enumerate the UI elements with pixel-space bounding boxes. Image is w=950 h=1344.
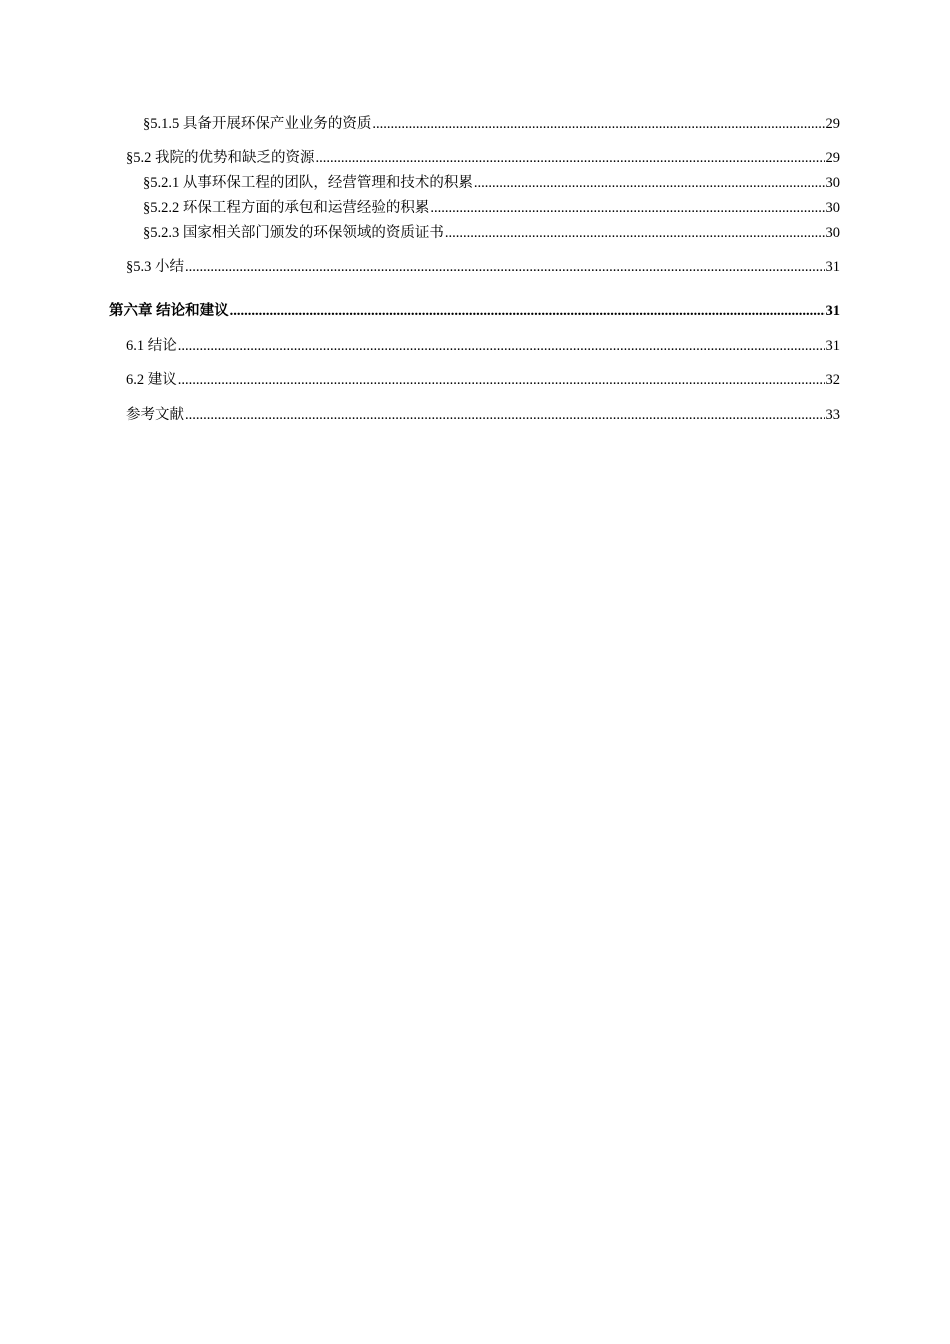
toc-entry-5-2[interactable]	[126, 148, 840, 168]
toc-entry-page: 30	[825, 175, 840, 191]
toc-entry-page: 32	[825, 372, 840, 388]
toc-entry-title: §5.2.1 从事环保工程的团队，经营管理和技术的积累	[143, 175, 473, 191]
toc-dot-leader	[230, 301, 825, 321]
toc-entry-5-1-5[interactable]	[143, 114, 840, 134]
toc-dot-leader	[185, 257, 825, 277]
toc-entry-title: 6.1 结论	[126, 338, 177, 354]
toc-entry-title: §5.1.5 具备开展环保产业业务的资质	[143, 116, 372, 132]
toc-entry-references[interactable]	[126, 405, 840, 425]
toc-entry-6-2[interactable]	[126, 370, 840, 390]
toc-dot-leader	[178, 370, 825, 390]
toc-dot-leader	[474, 173, 825, 193]
toc-entry-title: 第六章 结论和建议	[109, 303, 229, 319]
toc-entry-page: 30	[825, 200, 840, 216]
toc-entry-page: 33	[825, 407, 840, 423]
toc-dot-leader	[372, 114, 824, 134]
toc-entry-6-1[interactable]	[126, 336, 840, 356]
toc-entry-chapter-6[interactable]	[109, 301, 840, 321]
toc-dot-leader	[185, 405, 825, 425]
toc-entry-page: 30	[825, 225, 840, 241]
toc-entry-5-3[interactable]	[126, 257, 840, 277]
toc-entry-5-2-1[interactable]	[143, 173, 840, 193]
toc-entry-title: 参考文献	[126, 407, 184, 423]
toc-entry-page: 31	[825, 338, 840, 354]
toc-dot-leader	[316, 148, 825, 168]
toc-entry-title: §5.2.3 国家相关部门颁发的环保领域的资质证书	[143, 225, 444, 241]
toc-entry-title: §5.2.2 环保工程方面的承包和运营经验的积累	[143, 200, 430, 216]
toc-dot-leader	[178, 336, 825, 356]
toc-dot-leader	[430, 198, 824, 218]
toc-entry-page: 31	[825, 303, 840, 319]
toc-entry-title: 6.2 建议	[126, 372, 177, 388]
toc-entry-title: §5.3 小结	[126, 259, 184, 275]
toc-dot-leader	[445, 223, 825, 243]
toc-entry-title: §5.2 我院的优势和缺乏的资源	[126, 150, 315, 166]
toc-entry-page: 29	[825, 150, 840, 166]
toc-entry-page: 29	[825, 116, 840, 132]
toc-entry-5-2-2[interactable]	[143, 198, 840, 218]
toc-entry-5-2-3[interactable]	[143, 223, 840, 243]
toc-entry-page: 31	[825, 259, 840, 275]
